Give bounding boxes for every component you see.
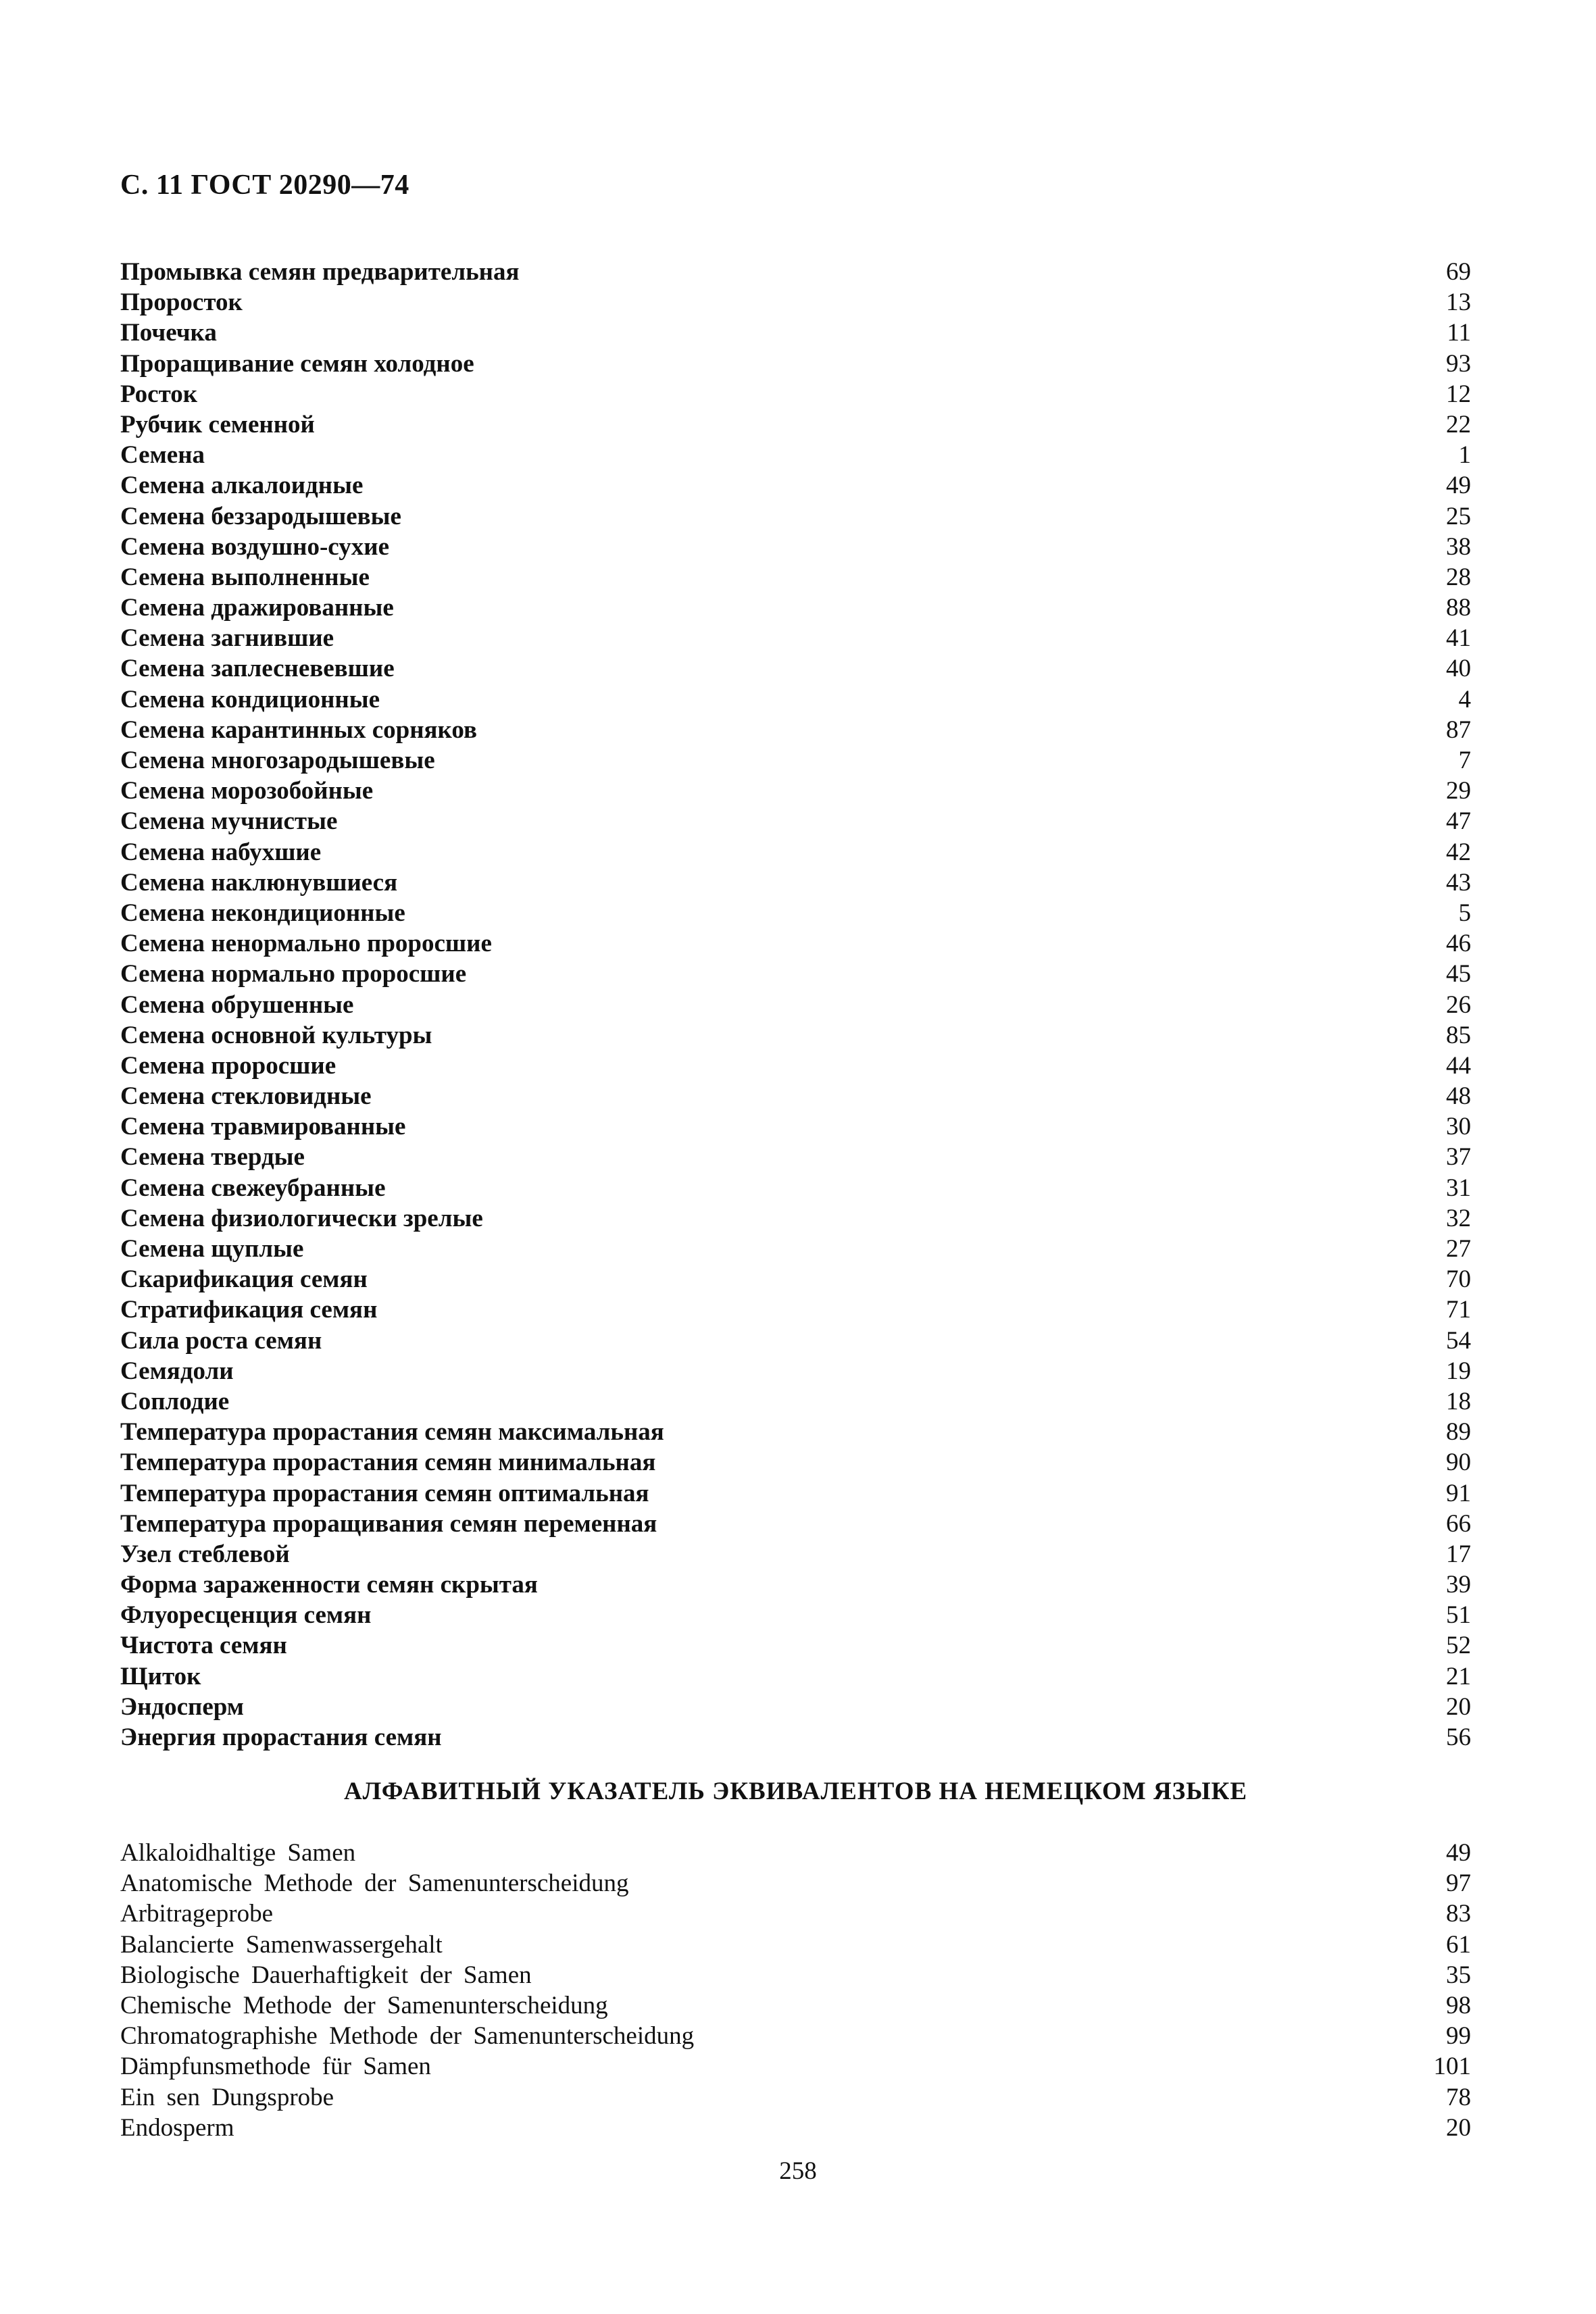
index-number: 91 xyxy=(1446,1479,1471,1507)
index-entry xyxy=(120,1356,1471,1386)
index-term: Чистота семян xyxy=(120,1632,287,1660)
index-term: Семена карантинных сорняков xyxy=(120,715,477,744)
index-number: 12 xyxy=(1446,380,1471,408)
index-number: 78 xyxy=(1446,2083,1471,2111)
index-number: 99 xyxy=(1446,2022,1471,2051)
index-entry xyxy=(120,1600,1471,1630)
index-term: Температура прорастания семян оптимальная xyxy=(120,1479,649,1507)
index-number: 7 xyxy=(1458,747,1471,774)
index-number: 39 xyxy=(1446,1571,1471,1599)
index-term: Соплодие xyxy=(120,1387,230,1415)
index-number: 42 xyxy=(1446,838,1471,866)
index-number: 22 xyxy=(1446,410,1471,438)
index-entry xyxy=(120,1417,1471,1447)
index-number: 61 xyxy=(1446,1930,1471,1959)
index-term: Узел стеблевой xyxy=(120,1540,290,1568)
index-number: 4 xyxy=(1458,685,1471,713)
index-entry xyxy=(120,990,1471,1020)
index-number: 40 xyxy=(1446,655,1471,683)
index-entry xyxy=(120,501,1471,532)
page-number: 258 xyxy=(779,2157,817,2185)
index-number: 66 xyxy=(1446,1509,1471,1538)
index-number: 29 xyxy=(1446,777,1471,805)
index-number: 51 xyxy=(1446,1601,1471,1630)
index-number: 45 xyxy=(1446,960,1471,988)
index-term: Семена многозародышевые xyxy=(120,747,435,774)
index-number: 19 xyxy=(1446,1357,1471,1385)
index-term: Balancierte Samenwassergehalt xyxy=(120,1930,443,1959)
index-entry xyxy=(120,318,1471,348)
index-entry xyxy=(120,1051,1471,1081)
index-entry xyxy=(120,1722,1471,1753)
index-term: Температура прорастания семян минимальная xyxy=(120,1449,656,1477)
index-number: 87 xyxy=(1446,715,1471,744)
index-entry xyxy=(120,1478,1471,1509)
index-entry xyxy=(120,1960,1471,1990)
index-entry xyxy=(120,409,1471,440)
index-term: Рубчик семенной xyxy=(120,410,315,438)
index-term: Семядоли xyxy=(120,1357,234,1385)
index-term: Почечка xyxy=(120,319,217,347)
index-term: Семена свежеубранные xyxy=(120,1174,386,1202)
index-number: 5 xyxy=(1458,899,1471,927)
index-number: 44 xyxy=(1446,1051,1471,1080)
index-term: Проросток xyxy=(120,288,243,317)
index-entry xyxy=(120,349,1471,379)
index-entry xyxy=(120,1386,1471,1417)
index-term: Семена xyxy=(120,441,205,470)
index-number: 83 xyxy=(1446,1900,1471,1928)
index-term: Семена основной культуры xyxy=(120,1021,432,1049)
index-number: 13 xyxy=(1446,288,1471,317)
index-entry xyxy=(120,837,1471,867)
index-term: Семена заплесневевшие xyxy=(120,655,395,683)
index-entry xyxy=(120,806,1471,836)
index-term: Скарификация семян xyxy=(120,1265,368,1294)
index-number: 41 xyxy=(1446,624,1471,653)
index-number: 26 xyxy=(1446,990,1471,1019)
index-term: Endosperm xyxy=(120,2113,234,2142)
index-term: Dämpfunsmethode für Samen xyxy=(120,2053,431,2081)
index-term: Проращивание семян холодное xyxy=(120,349,474,378)
index-entry xyxy=(120,623,1471,653)
index-entry xyxy=(120,1990,1471,2021)
index-term: Семена обрушенные xyxy=(120,990,354,1019)
index-term: Ein sen Dungsprobe xyxy=(120,2083,334,2111)
page-header: С. 11 ГОСТ 20290—74 xyxy=(120,170,409,201)
index-number: 20 xyxy=(1446,2113,1471,2142)
index-entry xyxy=(120,2021,1471,2051)
index-term: Семена нормально проросшие xyxy=(120,960,467,988)
index-term: Arbitrageprobe xyxy=(120,1900,274,1928)
index-entry xyxy=(120,2113,1471,2143)
index-number: 101 xyxy=(1433,2053,1471,2081)
index-term: Chromatographishe Methode der Samenunterscheidung xyxy=(120,2022,695,2051)
index-number: 11 xyxy=(1447,319,1471,347)
index-entry xyxy=(120,653,1471,684)
index-number: 37 xyxy=(1446,1143,1471,1172)
index-entry xyxy=(120,1539,1471,1569)
index-term: Семена набухшие xyxy=(120,838,322,866)
index-entry xyxy=(120,1630,1471,1661)
index-number: 98 xyxy=(1446,1991,1471,2019)
index-term: Семена проросшие xyxy=(120,1051,336,1080)
index-number: 25 xyxy=(1446,502,1471,530)
index-term: Семена дражированные xyxy=(120,594,394,622)
index-entry xyxy=(120,1898,1471,1929)
index-term: Семена воздушно-сухие xyxy=(120,532,389,561)
index-term: Сила роста семян xyxy=(120,1326,322,1355)
index-number: 69 xyxy=(1446,258,1471,286)
index-entry xyxy=(120,715,1471,745)
index-entry xyxy=(120,867,1471,898)
index-term: Флуоресценция семян xyxy=(120,1601,372,1630)
index-term: Промывка семян предварительная xyxy=(120,258,520,286)
index-term: Семена стекловидные xyxy=(120,1082,372,1111)
index-number: 85 xyxy=(1446,1021,1471,1049)
index-entry xyxy=(120,1173,1471,1203)
index-term: Семена беззародышевые xyxy=(120,502,401,530)
index-number: 38 xyxy=(1446,532,1471,561)
russian-term-index xyxy=(120,257,1471,1753)
index-term: Форма зараженности семян скрытая xyxy=(120,1571,538,1599)
index-term: Температура прорастания семян максимальная xyxy=(120,1418,664,1447)
index-number: 43 xyxy=(1446,868,1471,897)
index-entry xyxy=(120,470,1471,501)
index-entry xyxy=(120,684,1471,715)
index-entry xyxy=(120,1868,1471,1898)
index-entry xyxy=(120,2051,1471,2082)
index-entry xyxy=(120,1838,1471,1868)
index-term: Стратификация семян xyxy=(120,1296,378,1324)
index-entry xyxy=(120,1326,1471,1356)
index-number: 97 xyxy=(1446,1869,1471,1898)
index-term: Biologische Dauerhaftigkeit der Samen xyxy=(120,1961,532,1989)
index-term: Семена травмированные xyxy=(120,1113,406,1141)
index-entry xyxy=(120,1142,1471,1172)
index-entry xyxy=(120,1111,1471,1142)
index-term: Семена морозобойные xyxy=(120,777,374,805)
index-entry xyxy=(120,593,1471,623)
index-term: Семена ненормально проросшие xyxy=(120,930,492,958)
index-entry xyxy=(120,1294,1471,1325)
index-number: 46 xyxy=(1446,930,1471,958)
index-term: Эндосперм xyxy=(120,1692,245,1721)
index-number: 89 xyxy=(1446,1418,1471,1447)
index-term: Энергия прорастания семян xyxy=(120,1724,442,1751)
index-term: Семена щуплые xyxy=(120,1235,304,1263)
index-entry xyxy=(120,1020,1471,1051)
index-number: 56 xyxy=(1446,1724,1471,1751)
index-number: 54 xyxy=(1446,1326,1471,1355)
index-term: Семена загнившие xyxy=(120,624,334,653)
index-entry xyxy=(120,2082,1471,2113)
index-entry xyxy=(120,440,1471,470)
index-number: 49 xyxy=(1446,1839,1471,1867)
index-entry xyxy=(120,776,1471,806)
index-term: Температура проращивания семян переменная xyxy=(120,1509,657,1538)
index-number: 21 xyxy=(1446,1662,1471,1690)
index-number: 1 xyxy=(1458,441,1471,470)
index-term: Семена физиологически зрелые xyxy=(120,1204,483,1232)
index-term: Семена мучнистые xyxy=(120,807,338,836)
index-entry xyxy=(120,959,1471,989)
index-entry xyxy=(120,928,1471,959)
index-number: 88 xyxy=(1446,594,1471,622)
index-number: 28 xyxy=(1446,563,1471,591)
index-term: Щиток xyxy=(120,1662,201,1690)
index-term: Семена алкалоидные xyxy=(120,472,364,500)
index-entry xyxy=(120,1661,1471,1692)
index-number: 52 xyxy=(1446,1632,1471,1660)
index-number: 30 xyxy=(1446,1113,1471,1141)
index-term: Семена кондиционные xyxy=(120,685,380,713)
index-number: 47 xyxy=(1446,807,1471,836)
index-term: Alkaloidhaltige Samen xyxy=(120,1839,356,1867)
index-number: 18 xyxy=(1446,1387,1471,1415)
index-number: 20 xyxy=(1446,1692,1471,1721)
index-entry xyxy=(120,532,1471,562)
index-term: Chemische Methode der Samenunterscheidung xyxy=(120,1991,608,2019)
index-number: 17 xyxy=(1446,1540,1471,1568)
index-number: 32 xyxy=(1446,1204,1471,1232)
index-term: Семена выполненные xyxy=(120,563,370,591)
index-entry xyxy=(120,1447,1471,1478)
index-entry xyxy=(120,562,1471,593)
german-term-index xyxy=(120,1838,1471,2143)
index-number: 90 xyxy=(1446,1449,1471,1477)
index-entry xyxy=(120,745,1471,776)
index-entry xyxy=(120,287,1471,318)
index-entry xyxy=(120,1264,1471,1294)
index-term: Семена некондиционные xyxy=(120,899,405,927)
index-entry xyxy=(120,1203,1471,1234)
index-entry xyxy=(120,1569,1471,1600)
index-term: Семена твердые xyxy=(120,1143,305,1172)
index-entry xyxy=(120,1081,1471,1111)
index-entry xyxy=(120,1509,1471,1539)
index-entry xyxy=(120,1930,1471,1960)
index-term: Anatomische Methode der Samenunterscheidung xyxy=(120,1869,629,1898)
index-number: 31 xyxy=(1446,1174,1471,1202)
index-number: 70 xyxy=(1446,1265,1471,1294)
index-number: 93 xyxy=(1446,349,1471,378)
index-entry xyxy=(120,1692,1471,1722)
index-number: 27 xyxy=(1446,1235,1471,1263)
index-entry xyxy=(120,1234,1471,1264)
index-term: Росток xyxy=(120,380,198,408)
index-number: 48 xyxy=(1446,1082,1471,1111)
index-number: 35 xyxy=(1446,1961,1471,1989)
german-index-title: АЛФАВИТНЫЙ УКАЗАТЕЛЬ ЭКВИВАЛЕНТОВ НА НЕМЕЦКОМ ЯЗЫКЕ xyxy=(343,1778,1248,1805)
index-term: Семена наклюнувшиеся xyxy=(120,868,398,897)
index-entry xyxy=(120,898,1471,928)
index-number: 49 xyxy=(1446,472,1471,500)
index-number: 71 xyxy=(1446,1296,1471,1324)
index-entry xyxy=(120,379,1471,409)
index-entry xyxy=(120,257,1471,287)
